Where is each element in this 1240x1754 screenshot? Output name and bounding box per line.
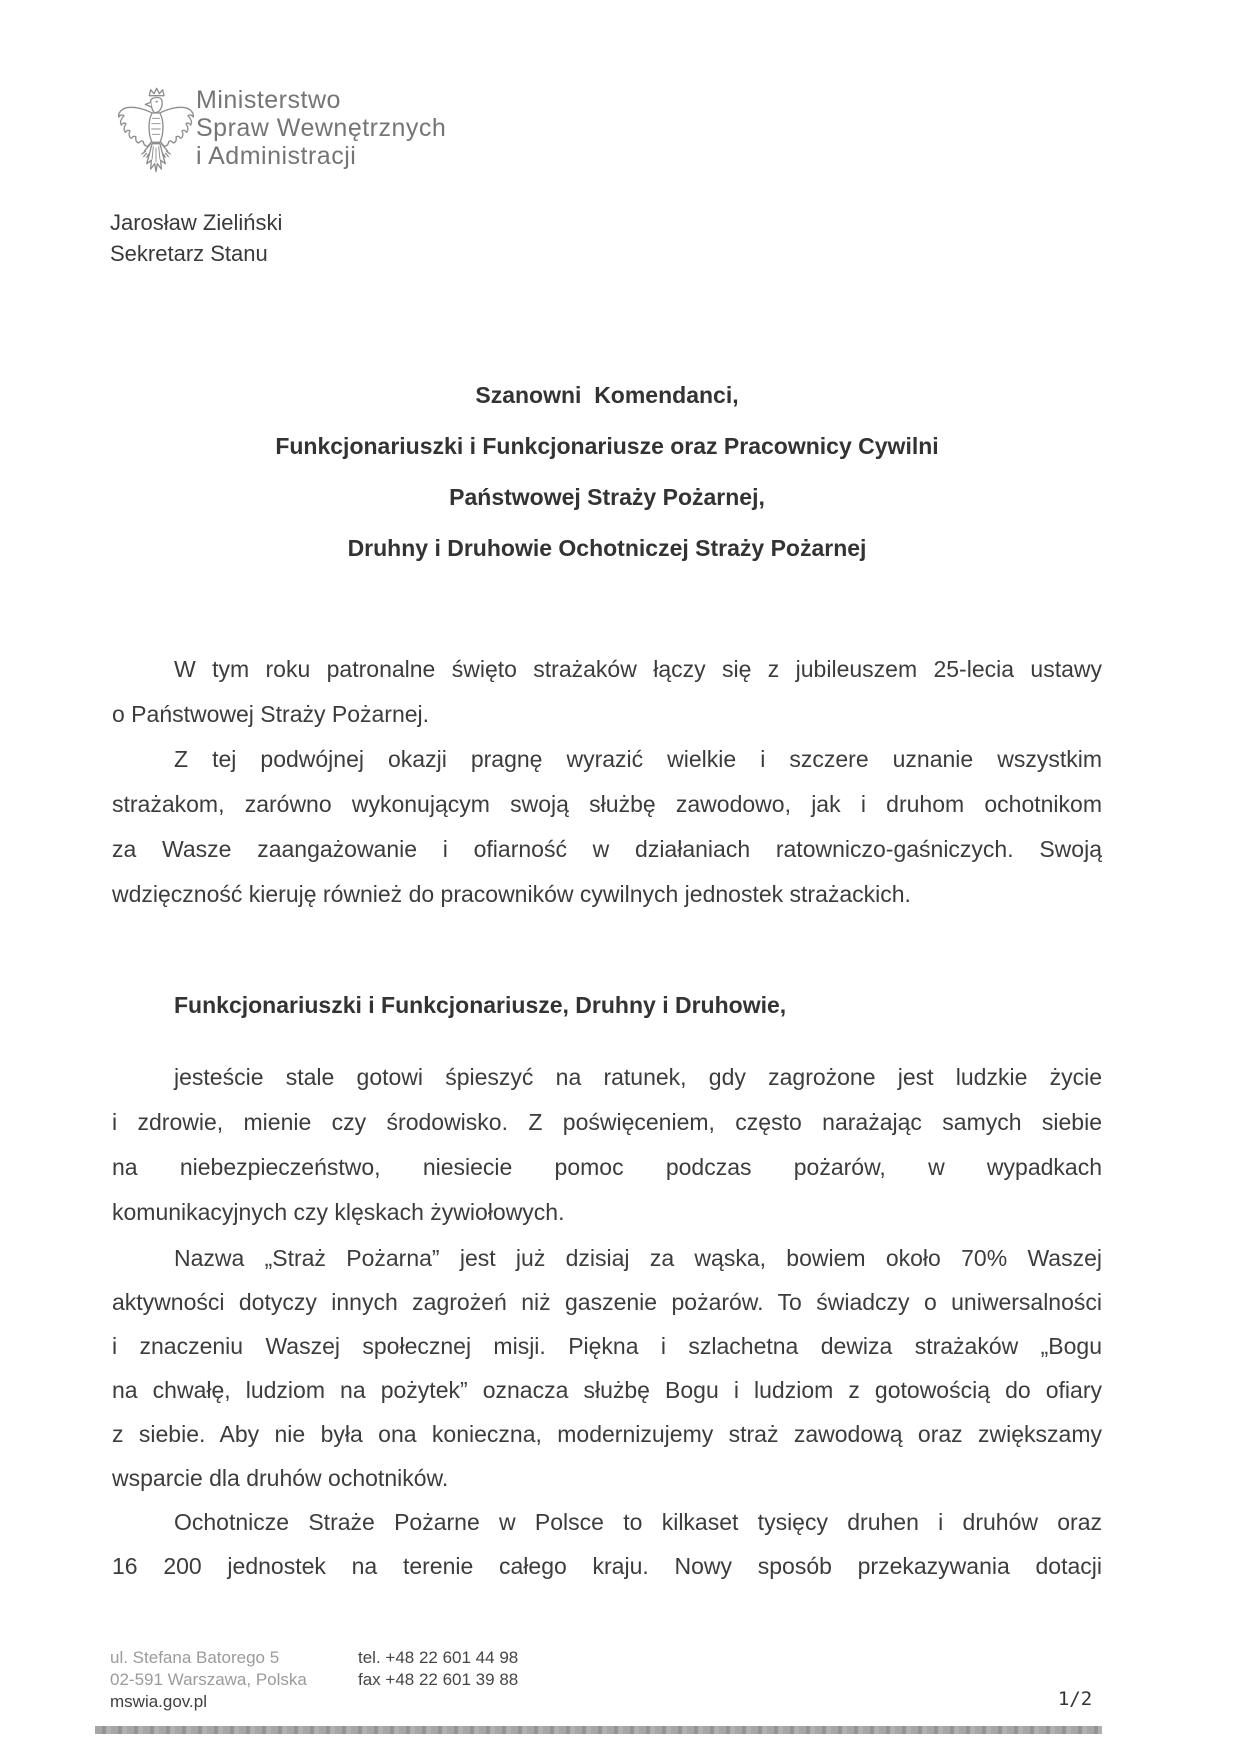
body-paragraphs-1: [112, 647, 1102, 917]
body-line: W tym roku patronalne święto strażaków łączy się z jubileuszem 25-lecia ustawy: [174, 656, 1102, 682]
footer-website: mswia.gov.pl: [110, 1692, 207, 1711]
body-paragraphs-3: [112, 1236, 1102, 1588]
body-line: za Wasze zaangażowanie i ofiarność w działaniach ratowniczo-gaśniczych. Swoją: [112, 836, 1102, 862]
body-line: 16 200 jednostek na terenie całego kraju. Nowy sposób przekazywania dotacji: [112, 1553, 1102, 1579]
salutation-line: Szanowni Komendanci,: [475, 382, 739, 408]
ministry-name: [196, 86, 446, 170]
salutation-heading: [112, 370, 1102, 574]
body-line: i zdrowie, mienie czy środowisko. Z poświęceniem, często narażając samych siebie: [112, 1109, 1102, 1135]
body-line: Ochotnicze Straże Pożarne w Polsce to kilkaset tysięcy druhen i druhów oraz: [174, 1509, 1102, 1535]
page-number: 1/2: [1057, 1688, 1093, 1710]
polish-eagle-emblem-icon: [116, 82, 196, 188]
sender-name: Jarosław Zieliński: [110, 210, 283, 235]
body-line: aktywności dotyczy innych zagrożeń niż gaszenie pożarów. To świadczy o uniwersalności: [112, 1289, 1102, 1315]
body-line: wdzięczność kieruję również do pracowników cywilnych jednostek strażackich.: [112, 881, 911, 907]
salutation-line: Druhny i Druhowie Ochotniczej Straży Pożarnej: [347, 535, 867, 561]
footer-city: 02-591 Warszawa, Polska: [110, 1670, 307, 1689]
footer-divider-bar: [95, 1726, 1102, 1734]
ministry-name-line: Spraw Wewnętrznych: [196, 114, 447, 142]
body-line: z siebie. Aby nie była ona konieczna, modernizujemy straż zawodową oraz zwiększamy: [112, 1421, 1102, 1447]
body-line: Nazwa „Straż Pożarna” jest już dzisiaj za wąska, bowiem około 70% Waszej: [174, 1245, 1102, 1271]
salutation-line: Państwowej Straży Pożarnej,: [449, 484, 765, 510]
body-line: i znaczeniu Waszej społecznej misji. Piękna i szlachetna dewiza strażaków „Bogu: [112, 1333, 1102, 1359]
footer-contact: [358, 1647, 518, 1691]
body-line: na niebezpieczeństwo, niesiecie pomoc podczas pożarów, w wypadkach: [112, 1154, 1102, 1180]
body-line: na chwałę, ludziom na pożytek” oznacza służbę Bogu i ludziom z gotowością do ofiary: [112, 1377, 1102, 1403]
body-line: jesteście stale gotowi śpieszyć na ratunek, gdy zagrożone jest ludzkie życie: [174, 1064, 1102, 1090]
body-line: o Państwowej Straży Pożarnej.: [112, 701, 430, 727]
footer-street: ul. Stefana Batorego 5: [110, 1648, 280, 1667]
ministry-name-line: Ministerstwo: [196, 86, 341, 114]
body-line: komunikacyjnych czy klęskach żywiołowych.: [112, 1199, 565, 1225]
body-paragraphs-2: [112, 1055, 1102, 1235]
body-line: strażakom, zarówno wykonującym swoją służbę zawodowo, jak i druhom ochotnikom: [112, 791, 1102, 817]
sender-block: [110, 207, 282, 269]
sender-title: Sekretarz Stanu: [110, 241, 268, 266]
body-subheading: Funkcjonariuszki i Funkcjonariusze, Druhny i Druhowie,: [174, 992, 787, 1018]
salutation-line: Funkcjonariuszki i Funkcjonariusze oraz Pracownicy Cywilni: [275, 433, 939, 459]
footer-fax: fax +48 22 601 39 88: [358, 1670, 519, 1689]
footer-address: [110, 1647, 307, 1713]
body-line: Z tej podwójnej okazji pragnę wyrazić wielkie i szczere uznanie wszystkim: [174, 746, 1102, 772]
body-line: wsparcie dla druhów ochotników.: [112, 1465, 449, 1491]
ministry-name-line: i Administracji: [196, 142, 357, 170]
footer-tel: tel. +48 22 601 44 98: [358, 1648, 519, 1667]
